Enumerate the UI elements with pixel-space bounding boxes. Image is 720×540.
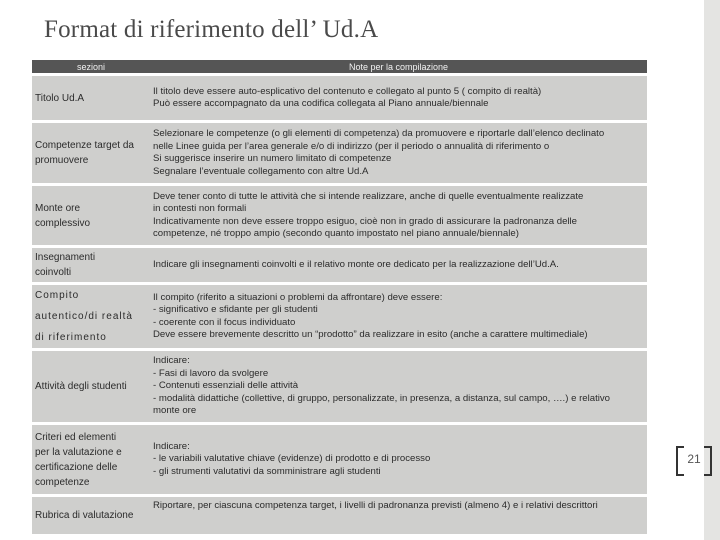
page-number: 21 xyxy=(687,452,701,466)
table-row xyxy=(32,185,647,247)
row-label: Rubrica di valutazione xyxy=(32,496,150,536)
table-row xyxy=(32,75,647,122)
row-notes: Deve tener conto di tutte le attività che si intende realizzare, anche di quelle eventualmente realizzate in contesti non formali Indicativamente non deve essere troppo esiguo, cioè non in grado di assicurare la padronanza delle competenze, né troppo ampio (secondo quanto impostato nel piano annuale/biennale) xyxy=(150,185,647,247)
right-bracket-icon xyxy=(704,446,712,476)
row-notes: Indicare gli insegnamenti coinvolti e il relativo monte ore dedicato per la realizzazione dell’Ud.A. xyxy=(150,247,647,284)
row-label: Attività degli studenti xyxy=(32,350,150,424)
row-label: Criteri ed elementi per la valutazione e certificazione delle competenze xyxy=(32,424,150,496)
page-number-badge xyxy=(676,446,712,472)
row-notes: Il compito (riferito a situazioni o problemi da affrontare) deve essere: - significativo e sfidante per gli studenti - coerente con il focus individuato Deve essere brevemente descritto un “prodotto” da realizzare in esito (anche a carattere multimediale) xyxy=(150,284,647,350)
table-row xyxy=(32,247,647,284)
row-notes: Il titolo deve essere auto-esplicativo del contenuto e collegato al punto 5 ( compito di realtà) Può essere accompagnato da una codifica collegata al Piano annuale/biennale xyxy=(150,75,647,122)
table-row xyxy=(32,284,647,350)
row-label: Compito autentico/di realtà di riferimento xyxy=(32,284,150,350)
row-label: Monte ore complessivo xyxy=(32,185,150,247)
table-row xyxy=(32,122,647,185)
row-label: Insegnamenti coinvolti xyxy=(32,247,150,284)
row-notes: Indicare: - Fasi di lavoro da svolgere - Contenuti essenziali delle attività - modalità didattiche (collettive, di gruppo, personalizzate, in presenza, a distanza, sul campo, ….) e relativo monte ore xyxy=(150,350,647,424)
table-row xyxy=(32,350,647,424)
format-table xyxy=(32,60,647,537)
row-label: Titolo Ud.A xyxy=(32,75,150,122)
header-notes: Note per la compilazione xyxy=(150,60,647,75)
slide-title: Format di riferimento dell’ Ud.A xyxy=(44,16,379,43)
table-header xyxy=(32,60,647,75)
row-notes: Indicare: - le variabili valutative chiave (evidenze) di prodotto e di processo - gli strumenti valutativi da somministrare agli studenti xyxy=(150,424,647,496)
row-notes: Riportare, per ciascuna competenza target, i livelli di padronanza previsti (almeno 4) e i relativi descrittori xyxy=(150,496,647,536)
header-sections: sezioni xyxy=(32,60,150,75)
row-notes: Selezionare le competenze (o gli elementi di competenza) da promuovere e riportarle dall’elenco declinato nelle Linee guida per l’area generale e/o di indirizzo (per il periodo o annualità di riferimento o Si suggerisce inserire un numero limitato di competenze Segnalare l’eventuale collegamento con altre Ud.A xyxy=(150,122,647,185)
table-row xyxy=(32,424,647,496)
table-row xyxy=(32,496,647,536)
row-label: Competenze target da promuovere xyxy=(32,122,150,185)
